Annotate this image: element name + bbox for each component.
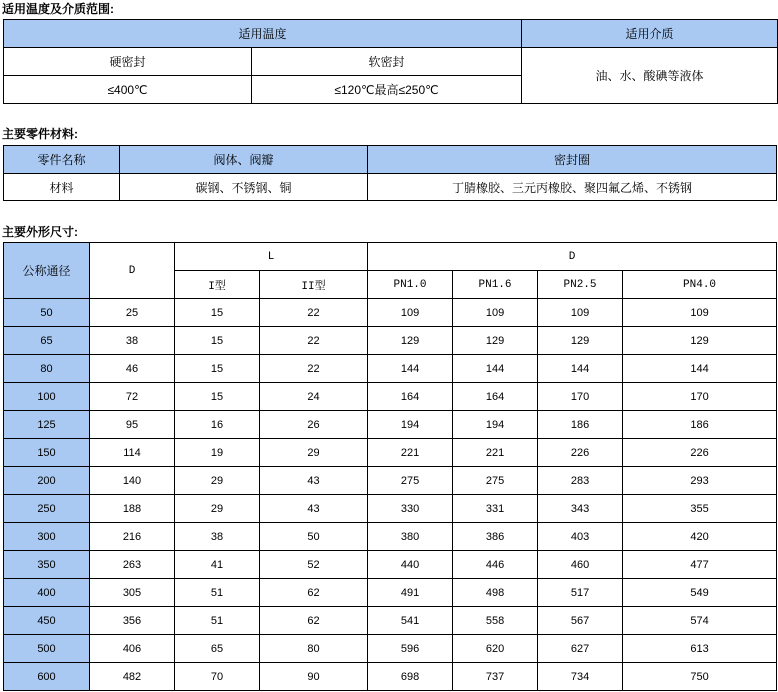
nominal-diameter-cell: 100 bbox=[4, 383, 90, 411]
table-cell: 65 bbox=[175, 635, 260, 663]
table-cell: 596 bbox=[368, 635, 453, 663]
materials-header: 零件名称 bbox=[4, 146, 120, 174]
subheader-type-1: I型 bbox=[175, 271, 260, 299]
nominal-diameter-cell: 250 bbox=[4, 495, 90, 523]
table-cell: 164 bbox=[453, 383, 538, 411]
table-cell: 129 bbox=[453, 327, 538, 355]
table-cell: 16 bbox=[175, 411, 260, 439]
table-cell: 188 bbox=[90, 495, 175, 523]
table-row bbox=[4, 327, 777, 355]
table-cell: 51 bbox=[175, 579, 260, 607]
table-cell: 380 bbox=[368, 523, 453, 551]
table-cell: 216 bbox=[90, 523, 175, 551]
soft-seal-temp: ≤120℃最高≤250℃ bbox=[252, 76, 522, 104]
table-cell: 41 bbox=[175, 551, 260, 579]
table-cell: 170 bbox=[538, 383, 623, 411]
table-cell: 170 bbox=[623, 383, 777, 411]
table-cell: 440 bbox=[368, 551, 453, 579]
table-cell: 356 bbox=[90, 607, 175, 635]
table-cell: 62 bbox=[260, 607, 368, 635]
table-cell: 144 bbox=[623, 355, 777, 383]
table-cell: 129 bbox=[538, 327, 623, 355]
table-cell: 164 bbox=[368, 383, 453, 411]
table-cell: 25 bbox=[90, 299, 175, 327]
table-cell: 498 bbox=[453, 579, 538, 607]
table-cell: 420 bbox=[623, 523, 777, 551]
table-row bbox=[4, 551, 777, 579]
table-cell: 275 bbox=[368, 467, 453, 495]
table-cell: 22 bbox=[260, 299, 368, 327]
table-cell: 406 bbox=[90, 635, 175, 663]
soft-seal-label: 软密封 bbox=[252, 48, 522, 76]
table-cell: 109 bbox=[453, 299, 538, 327]
materials-cell: 碳钢、不锈钢、铜 bbox=[120, 174, 368, 201]
table-cell: 15 bbox=[175, 355, 260, 383]
table-cell: 343 bbox=[538, 495, 623, 523]
table-cell: 613 bbox=[623, 635, 777, 663]
table-row bbox=[4, 439, 777, 467]
table-cell: 22 bbox=[260, 355, 368, 383]
nominal-diameter-cell: 150 bbox=[4, 439, 90, 467]
table-cell: 627 bbox=[538, 635, 623, 663]
table-cell: 549 bbox=[623, 579, 777, 607]
table-cell: 305 bbox=[90, 579, 175, 607]
table-cell: 114 bbox=[90, 439, 175, 467]
header-d: D bbox=[90, 243, 175, 299]
subheader-type-2: II型 bbox=[260, 271, 368, 299]
table-cell: 477 bbox=[623, 551, 777, 579]
hard-seal-label: 硬密封 bbox=[4, 48, 252, 76]
subheader-pn16: PN1.6 bbox=[453, 271, 538, 299]
dimensions-table bbox=[3, 242, 777, 691]
table-cell: 43 bbox=[260, 467, 368, 495]
table-cell: 221 bbox=[368, 439, 453, 467]
table-cell: 144 bbox=[453, 355, 538, 383]
table-row bbox=[4, 299, 777, 327]
table-cell: 698 bbox=[368, 663, 453, 691]
table-cell: 29 bbox=[175, 495, 260, 523]
materials-header: 密封圈 bbox=[368, 146, 777, 174]
nominal-diameter-cell: 50 bbox=[4, 299, 90, 327]
table-cell: 275 bbox=[453, 467, 538, 495]
temp-header: 适用温度 bbox=[4, 20, 522, 48]
nominal-diameter-cell: 500 bbox=[4, 635, 90, 663]
table-cell: 620 bbox=[453, 635, 538, 663]
table-cell: 140 bbox=[90, 467, 175, 495]
table-cell: 734 bbox=[538, 663, 623, 691]
section-title-dimensions: 主要外形尺寸: bbox=[2, 225, 78, 239]
table-cell: 70 bbox=[175, 663, 260, 691]
table-cell: 51 bbox=[175, 607, 260, 635]
table-cell: 482 bbox=[90, 663, 175, 691]
table-cell: 186 bbox=[538, 411, 623, 439]
table-cell: 558 bbox=[453, 607, 538, 635]
table-row bbox=[4, 383, 777, 411]
table-cell: 194 bbox=[368, 411, 453, 439]
table-cell: 43 bbox=[260, 495, 368, 523]
table-cell: 293 bbox=[623, 467, 777, 495]
table-cell: 72 bbox=[90, 383, 175, 411]
nominal-diameter-cell: 200 bbox=[4, 467, 90, 495]
table-cell: 446 bbox=[453, 551, 538, 579]
table-row bbox=[4, 495, 777, 523]
table-cell: 15 bbox=[175, 327, 260, 355]
table-row bbox=[4, 411, 777, 439]
table-cell: 29 bbox=[260, 439, 368, 467]
table-cell: 226 bbox=[623, 439, 777, 467]
table-cell: 330 bbox=[368, 495, 453, 523]
table-cell: 109 bbox=[368, 299, 453, 327]
table-cell: 19 bbox=[175, 439, 260, 467]
materials-table bbox=[3, 145, 777, 201]
table-row bbox=[4, 663, 777, 691]
materials-cell: 材料 bbox=[4, 174, 120, 201]
nominal-diameter-cell: 350 bbox=[4, 551, 90, 579]
table-cell: 22 bbox=[260, 327, 368, 355]
table-cell: 541 bbox=[368, 607, 453, 635]
table-cell: 109 bbox=[623, 299, 777, 327]
table-cell: 38 bbox=[175, 523, 260, 551]
subheader-pn25: PN2.5 bbox=[538, 271, 623, 299]
subheader-pn40: PN4.0 bbox=[623, 271, 777, 299]
table-cell: 194 bbox=[453, 411, 538, 439]
table-cell: 737 bbox=[453, 663, 538, 691]
table-cell: 263 bbox=[90, 551, 175, 579]
table-cell: 567 bbox=[538, 607, 623, 635]
table-cell: 186 bbox=[623, 411, 777, 439]
table-row bbox=[4, 355, 777, 383]
nominal-diameter-cell: 80 bbox=[4, 355, 90, 383]
table-cell: 331 bbox=[453, 495, 538, 523]
table-cell: 24 bbox=[260, 383, 368, 411]
table-cell: 90 bbox=[260, 663, 368, 691]
table-cell: 386 bbox=[453, 523, 538, 551]
table-row bbox=[4, 635, 777, 663]
table-cell: 80 bbox=[260, 635, 368, 663]
table-cell: 15 bbox=[175, 299, 260, 327]
table-cell: 403 bbox=[538, 523, 623, 551]
materials-cell: 丁腈橡胶、三元丙橡胶、聚四氟乙烯、不锈钢 bbox=[368, 174, 777, 201]
table-row bbox=[4, 579, 777, 607]
table-cell: 26 bbox=[260, 411, 368, 439]
nominal-diameter-cell: 400 bbox=[4, 579, 90, 607]
table-cell: 460 bbox=[538, 551, 623, 579]
nominal-diameter-cell: 65 bbox=[4, 327, 90, 355]
table-cell: 517 bbox=[538, 579, 623, 607]
table-cell: 38 bbox=[90, 327, 175, 355]
table-cell: 52 bbox=[260, 551, 368, 579]
temperature-medium-table bbox=[3, 19, 778, 104]
table-cell: 750 bbox=[623, 663, 777, 691]
table-cell: 221 bbox=[453, 439, 538, 467]
medium-header: 适用介质 bbox=[522, 20, 778, 48]
table-cell: 15 bbox=[175, 383, 260, 411]
table-cell: 144 bbox=[538, 355, 623, 383]
section-title-materials: 主要零件材料: bbox=[2, 127, 78, 141]
table-cell: 129 bbox=[368, 327, 453, 355]
table-cell: 355 bbox=[623, 495, 777, 523]
table-row bbox=[4, 607, 777, 635]
table-row bbox=[4, 523, 777, 551]
table-cell: 62 bbox=[260, 579, 368, 607]
subheader-pn10: PN1.0 bbox=[368, 271, 453, 299]
table-cell: 491 bbox=[368, 579, 453, 607]
nominal-diameter-cell: 450 bbox=[4, 607, 90, 635]
hard-seal-temp: ≤400℃ bbox=[4, 76, 252, 104]
materials-header: 阀体、阀瓣 bbox=[120, 146, 368, 174]
table-cell: 95 bbox=[90, 411, 175, 439]
table-cell: 144 bbox=[368, 355, 453, 383]
table-cell: 226 bbox=[538, 439, 623, 467]
header-nominal-diameter: 公称通径 bbox=[4, 243, 90, 299]
table-cell: 29 bbox=[175, 467, 260, 495]
section-title-temperature: 适用温度及介质范围: bbox=[2, 2, 114, 16]
table-cell: 283 bbox=[538, 467, 623, 495]
header-l: L bbox=[175, 243, 368, 271]
table-cell: 129 bbox=[623, 327, 777, 355]
table-cell: 46 bbox=[90, 355, 175, 383]
table-cell: 50 bbox=[260, 523, 368, 551]
nominal-diameter-cell: 600 bbox=[4, 663, 90, 691]
table-row bbox=[4, 467, 777, 495]
header-d2: D bbox=[368, 243, 777, 271]
nominal-diameter-cell: 300 bbox=[4, 523, 90, 551]
table-cell: 109 bbox=[538, 299, 623, 327]
medium-value: 油、水、酸碘等液体 bbox=[522, 48, 778, 104]
table-cell: 574 bbox=[623, 607, 777, 635]
nominal-diameter-cell: 125 bbox=[4, 411, 90, 439]
